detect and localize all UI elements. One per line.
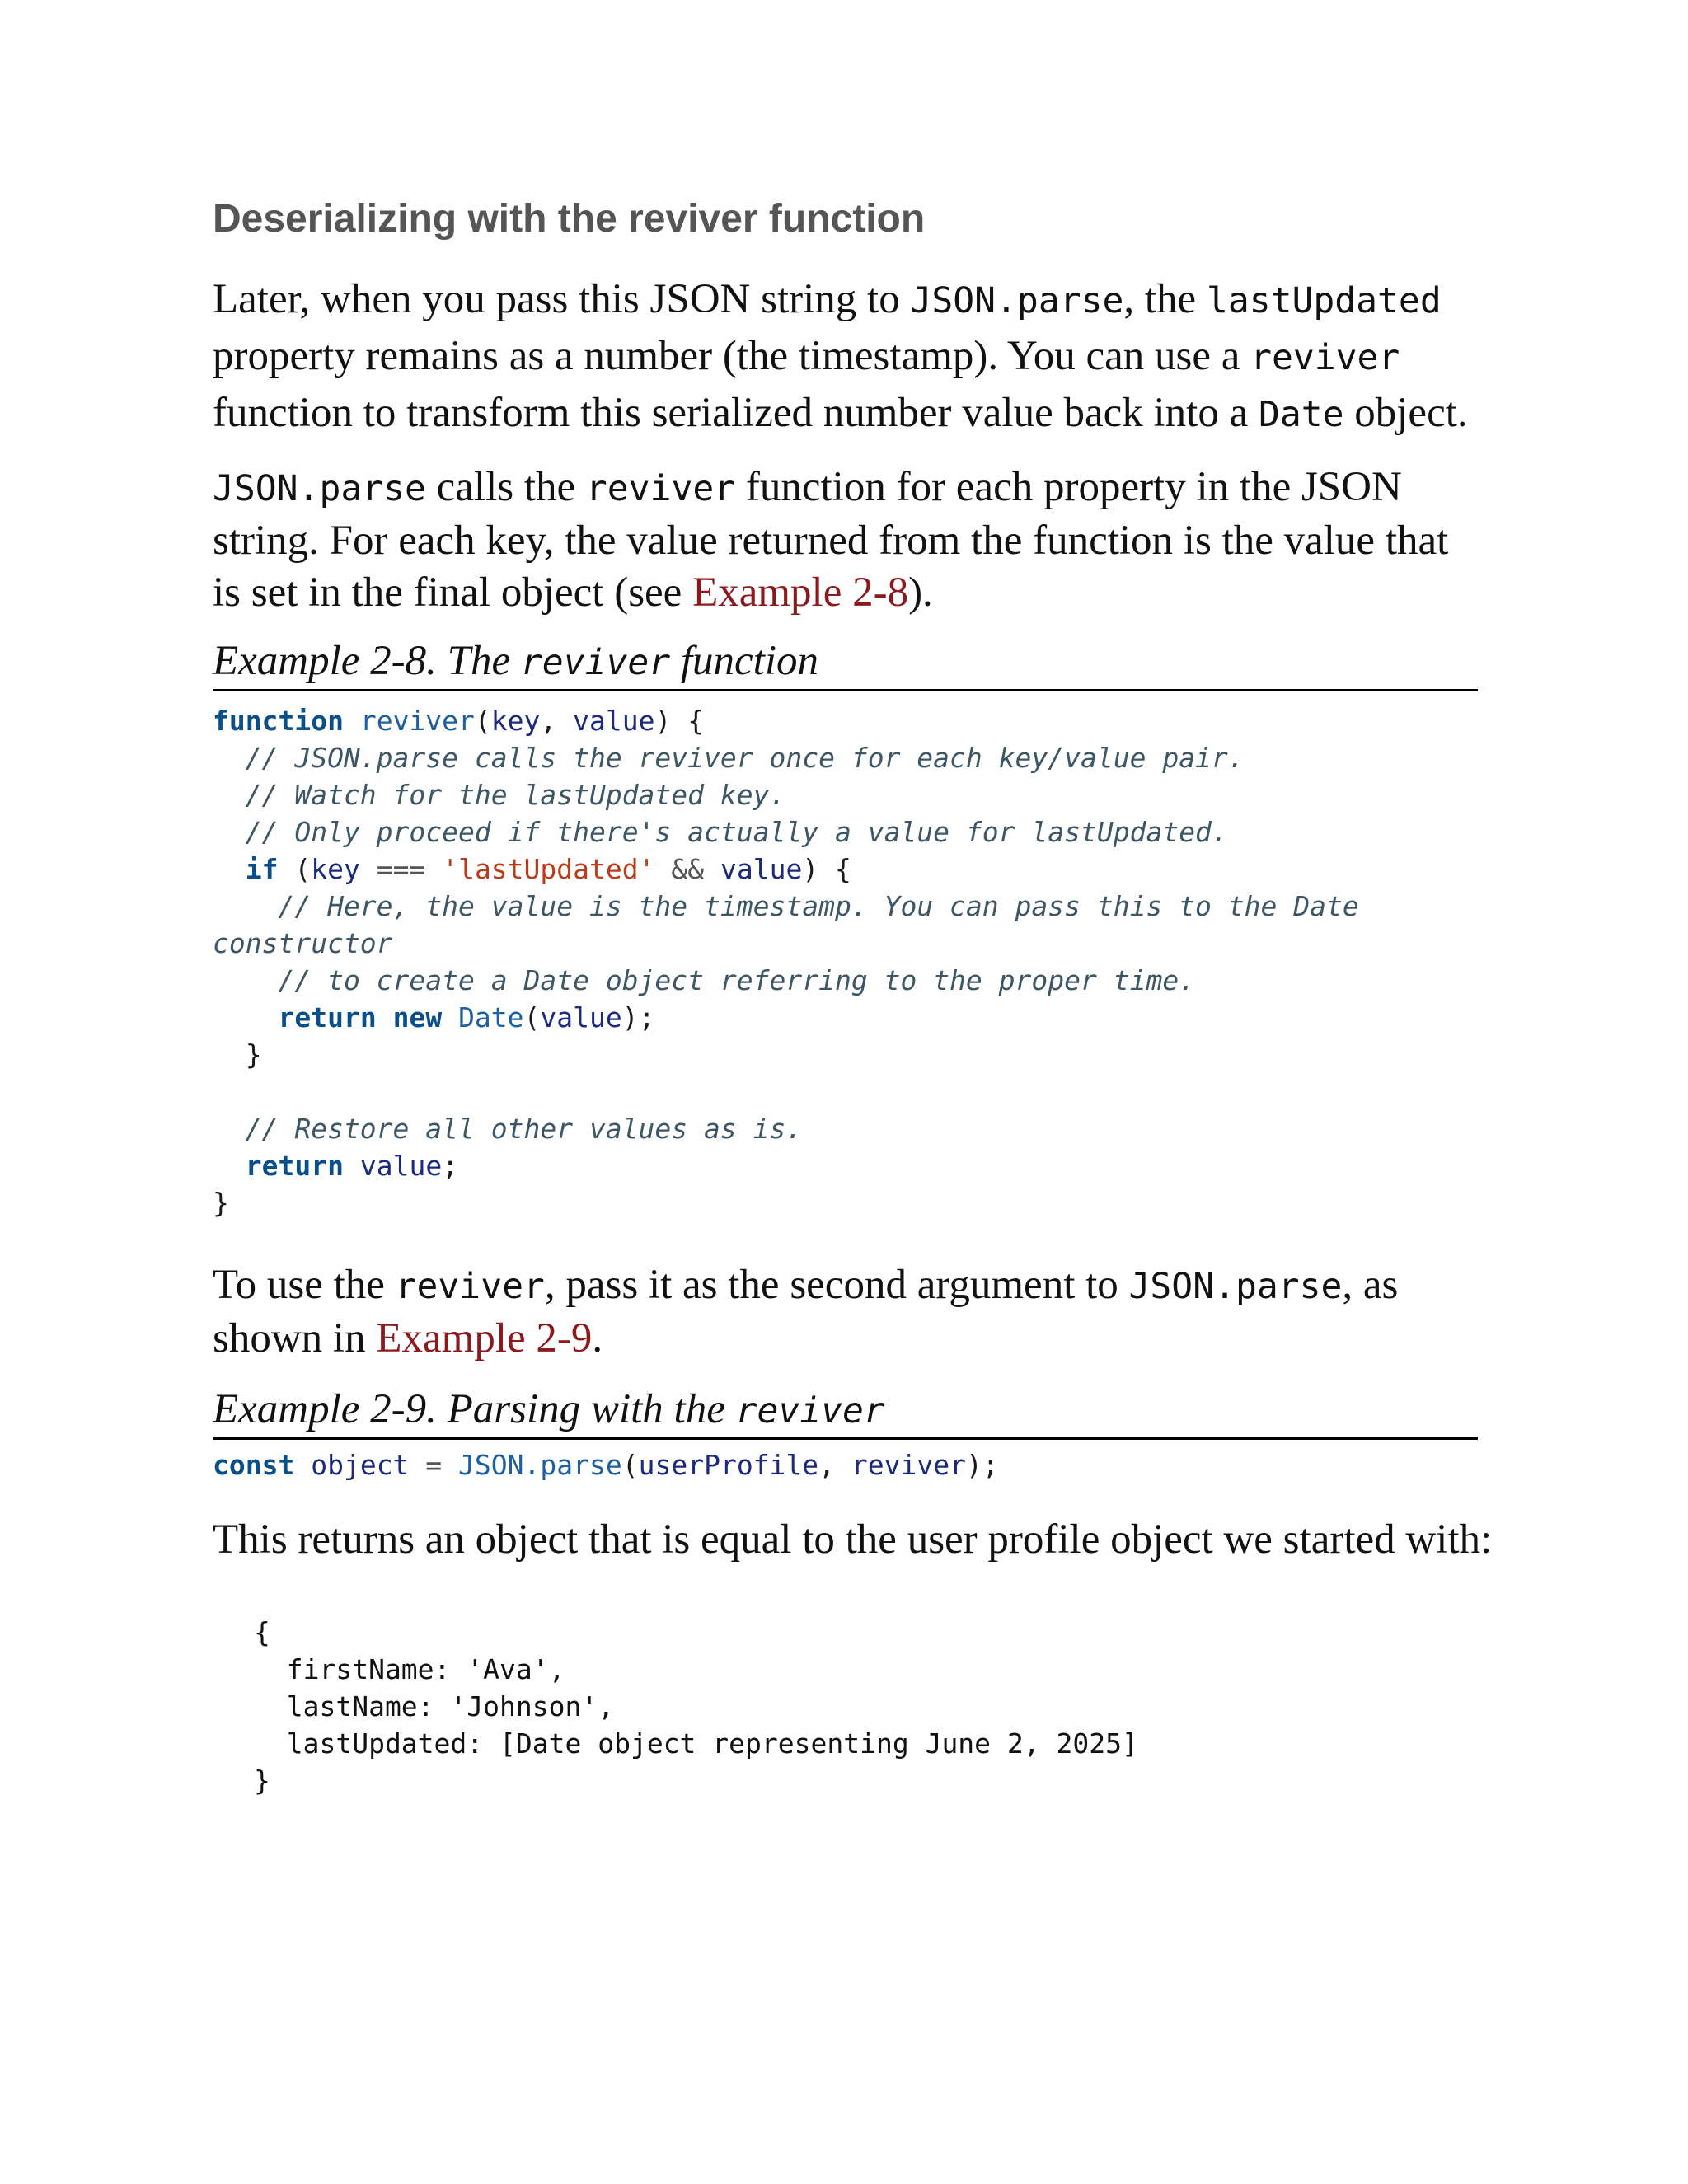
inline-code-reviver: reviver — [1250, 337, 1400, 378]
text: Later, when you pass this JSON string to — [213, 276, 911, 322]
code-punct: , — [818, 1449, 851, 1481]
text: calls the — [425, 464, 586, 510]
code-identifier: value — [359, 1150, 443, 1182]
code-punct: } — [213, 1038, 262, 1071]
code-identifier: object — [311, 1449, 410, 1481]
inline-code-reviver: reviver — [585, 468, 736, 509]
code-comment: // to create a Date object referring to the proper time. — [213, 964, 1196, 996]
paragraph-result-intro: This returns an object that is equal to the user profile object we started with: — [213, 1516, 1493, 1563]
code-comment: // Here, the value is the timestamp. You can pass this to the Date — [213, 890, 1359, 922]
inline-code-json-parse: JSON.parse — [213, 468, 426, 509]
result-line: { — [254, 1616, 270, 1648]
code-punct: ; — [442, 1150, 459, 1182]
text: function to transform this serialized number value back into a — [213, 390, 1259, 436]
inline-code-reviver: reviver — [395, 1266, 545, 1307]
text: function for each property in the JSON string. For each key, the value returned from the function is the value that is set in the final object (see — [213, 464, 1449, 616]
code-identifier: value — [573, 705, 655, 737]
code-punct: ( — [278, 853, 312, 885]
code-punct: ) { — [654, 705, 705, 737]
inline-code-json-parse: JSON.parse — [1128, 1266, 1343, 1307]
code-punct: } — [213, 1187, 229, 1219]
example-2-8-caption — [213, 636, 1478, 691]
code-punct: , — [540, 705, 574, 737]
caption-code: reviver — [735, 1390, 885, 1432]
code-comment: constructor — [213, 927, 393, 959]
text: , as shown in — [213, 1262, 1399, 1361]
code-keyword: return — [278, 1001, 377, 1033]
code-keyword: if — [245, 853, 279, 885]
result-object-block — [254, 1614, 1138, 1799]
code-keyword: return — [245, 1150, 344, 1182]
caption-code: reviver — [520, 642, 671, 683]
code-identifier: key — [311, 853, 360, 885]
code-operator: && — [654, 853, 720, 885]
example-2-8-code — [213, 702, 1359, 1221]
code-comment: // JSON.parse calls the reviver once for each key/value pair. — [213, 742, 1245, 774]
text: , the — [1123, 276, 1207, 322]
text: , pass it as the second argument to — [544, 1262, 1129, 1308]
caption-text: function — [670, 638, 819, 684]
code-keyword: function — [213, 705, 344, 737]
code-function-name: reviver — [359, 705, 475, 737]
code-punct: ); — [621, 1001, 655, 1033]
link-example-2-9[interactable]: Example 2-9 — [376, 1315, 593, 1361]
inline-code-lastupdated: lastUpdated — [1206, 280, 1442, 321]
code-function-name: Date — [458, 1001, 524, 1033]
code-comment: // Watch for the lastUpdated key. — [213, 779, 786, 811]
link-example-2-8[interactable]: Example 2-8 — [692, 569, 909, 616]
inline-code-json-parse: JSON.parse — [910, 280, 1124, 321]
code-keyword: new — [392, 1001, 443, 1033]
section-heading: Deserializing with the reviver function — [213, 197, 926, 241]
paragraph-using-reviver — [213, 1259, 1478, 1365]
code-function-name: JSON.parse — [458, 1449, 622, 1481]
code-comment: // Only proceed if there's actually a value for lastUpdated. — [213, 816, 1228, 848]
code-identifier: userProfile — [638, 1449, 819, 1481]
code-keyword: const — [213, 1449, 295, 1481]
code-punct: ) { — [802, 853, 851, 885]
result-line: lastUpdated: [Date object representing June 2, 2025] — [254, 1727, 1138, 1760]
result-line: lastName: 'Johnson', — [254, 1690, 615, 1722]
text: . — [592, 1315, 603, 1361]
code-identifier: value — [720, 853, 803, 885]
caption-text: Example 2-8. The — [213, 638, 521, 684]
text: ). — [908, 569, 933, 616]
text: object. — [1343, 390, 1468, 436]
code-string: 'lastUpdated' — [442, 853, 655, 885]
example-2-9-caption — [213, 1385, 1478, 1440]
code-identifier: reviver — [851, 1449, 966, 1481]
inline-code-date: Date — [1258, 394, 1344, 435]
code-punct: ( — [621, 1449, 639, 1481]
text: To use the — [213, 1262, 396, 1308]
code-punct: ); — [965, 1449, 999, 1481]
example-2-9-code — [213, 1446, 999, 1483]
code-punct: ( — [523, 1001, 541, 1033]
caption-text: Example 2-9. Parsing with the — [213, 1386, 736, 1432]
code-identifier: value — [540, 1001, 622, 1033]
result-line: firstName: 'Ava', — [254, 1653, 565, 1685]
code-operator: === — [359, 853, 443, 885]
result-line: } — [254, 1765, 270, 1797]
code-comment: // Restore all other values as is. — [213, 1113, 803, 1145]
code-operator: = — [409, 1449, 459, 1481]
text: property remains as a number (the timestamp). You can use a — [213, 333, 1251, 379]
paragraph-json-parse-intro — [213, 272, 1478, 443]
code-identifier: key — [490, 705, 541, 737]
code-punct: ( — [474, 705, 491, 737]
paragraph-reviver-explanation — [213, 462, 1478, 619]
